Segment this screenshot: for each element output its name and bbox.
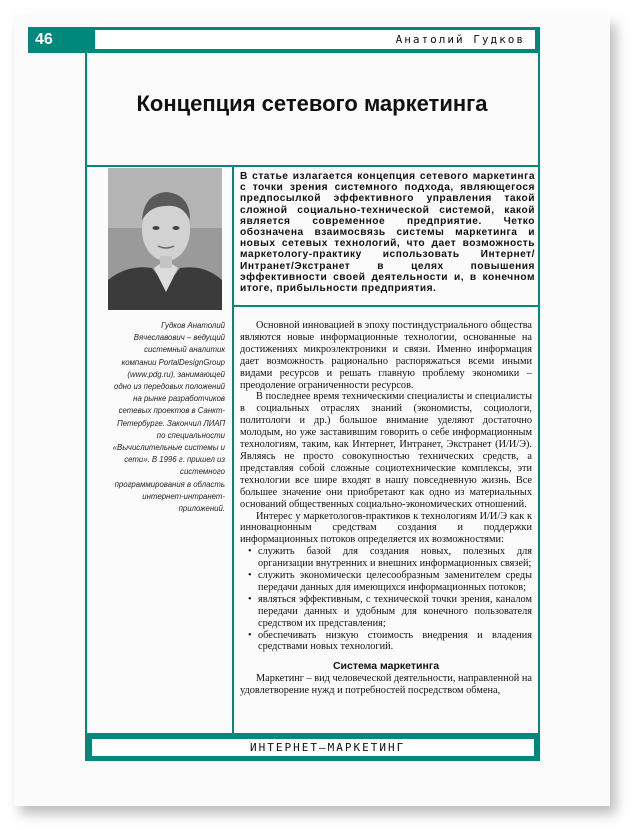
frame-right bbox=[538, 53, 540, 733]
abstract-divider bbox=[232, 305, 540, 307]
paragraph: Маркетинг – вид человеческой деятельности, направленной на удовлетворение нужд и потребностей посредством обмена, bbox=[240, 673, 532, 697]
list-item: • обеспечивать низкую стоимость внедрения и владения средствами новых технологий. bbox=[240, 630, 532, 654]
author-bio: Гудков Анатолий Вячеславович – ведущий системный аналитик компании PortalDesignGroup (www.pdg.ru), занимающей одно из передовых положений на рынке разработчиков сетевых проектов в Санкт-Петербурге. Закончил ЛИАП по специальности «Вычислительные системы и сети». В 1996 г. пришел из системного программирования в область интернет-интранет-приложений. bbox=[112, 321, 225, 514]
author-header: Анатолий Гудков bbox=[395, 33, 525, 46]
paragraph: Интерес у маркетологов-практиков к технологиям И/И/Э как к инновационным средствам создания и поддержки информационных потоков определяется их возможностями: bbox=[240, 510, 532, 546]
author-portrait-icon bbox=[108, 168, 222, 310]
article-title: Концепция сетевого маркетинга bbox=[136, 91, 488, 116]
article-abstract: В статье излагается концепция сетевого маркетинга с точки зрения системного подхода, являющегося предпосылкой эффективного управления такой сложной социально-технической системой, какой является современное предприятие. Четко обозначена взаимосвязь системы маркетинга и новых сетевых технологий, что дает возможность маркетологу-практику использовать Интернет/Интранет/Экстранет в целях повышения эффективности своей деятельности и, в конечном итоге, прибыльности предприятия. bbox=[240, 171, 535, 295]
list-item: • являться эффективным, с технической точки зрения, каналом передачи данных и удобным для конечного пользователя средством их представления; bbox=[240, 594, 532, 630]
list-item: • служить базой для создания новых, полезных для организации внутренних и внешних информационных связей; bbox=[240, 546, 532, 570]
article-body bbox=[240, 320, 532, 732]
title-divider bbox=[85, 165, 540, 167]
column-divider bbox=[232, 165, 234, 733]
section-heading: Система маркетинга bbox=[332, 660, 440, 673]
frame-left bbox=[85, 53, 87, 733]
author-photo bbox=[108, 168, 222, 310]
bullet-list bbox=[240, 546, 532, 653]
paragraph: В последнее время техническими специалисты и специалисты в социальных отраслях знаний (экономисты, социологи, политологи и др.) большое внимание уделяют достаточно молодым, но уже заставившим говорить о себе информационным технологиям, таким, как Интернет, Интранет, Экстранет (И/И/Э). Являясь не просто совокупностью технических средств, а представляя собой сложные социотехнические комплексы, эти технологии все шире входят в нашу повседневную жизнь. Все большее значение они приобретают как одно из материальных оснований общественных социально-экономических отношений. bbox=[240, 391, 532, 510]
page-number: 46 bbox=[35, 31, 53, 48]
paragraph: Основной инновацией в эпоху постиндустриального общества являются новые информационные технологии, основанные на достижениях микроэлектроники и связи. Именно информация дает возможность рационально распоряжаться всеми иными видами ресурсов и решать главную проблему экономики – преодоление ограниченности ресурсов. bbox=[240, 320, 532, 391]
footer-label: ИНТЕРНЕТ–МАРКЕТИНГ bbox=[250, 741, 406, 754]
list-item: • служить экономически целесообразным заменителем среды передачи данных для имеющихся информационных потоков; bbox=[240, 570, 532, 594]
